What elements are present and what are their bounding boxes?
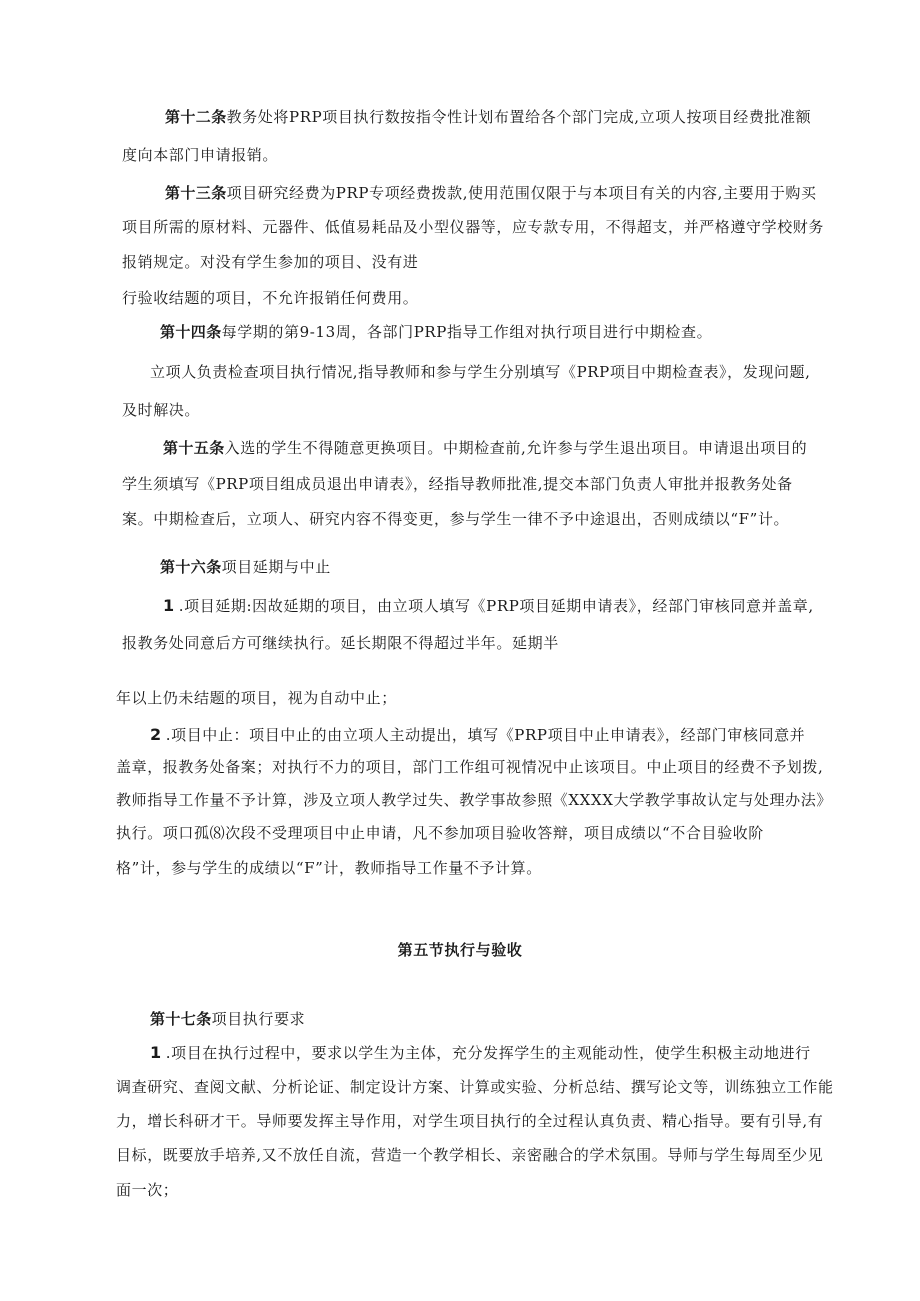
article-17-line-1: [150, 1009, 305, 1029]
section-5-title: 第五节执行与验收: [397, 941, 523, 959]
article-15-line-3: 案。中期检查后，立项人、研究内容不得变更，参与学生一律不予中途退出，否则成绩以“F”计。: [122, 510, 790, 528]
article-13-text-1: 项目研究经费为PRP专项经费拨款,使用范围仅限于与本项目有关的内容,主要用于购买: [226, 184, 817, 202]
article-16-item-2-line-1: [150, 725, 805, 745]
article-17-item-1-line-2: 调查研究、查阅文献、分析论证、制定设计方案、计算或实验、分析总结、撰写论文等，训练独立工作能: [116, 1078, 834, 1096]
article-12-label: 第十二条: [165, 108, 227, 126]
article-17-item-1-text-1: .项目在执行过程中，要求以学生为主体，充分发挥学生的主观能动性，使学生积极主动地进行: [165, 1044, 811, 1062]
article-14-line-1: [160, 322, 712, 342]
article-14-text-1: 每学期的第9-13周，各部门PRP指导工作组对执行项目进行中期检查。: [221, 323, 713, 341]
article-17-item-1-line-5: 面一次；: [116, 1181, 179, 1199]
article-16-item-1-line-1: [163, 596, 814, 616]
article-16-label: 第十六条: [160, 558, 222, 576]
article-14-label: 第十四条: [160, 323, 222, 341]
article-13-label: 第十三条: [165, 184, 227, 202]
article-16-item-1-number: 1: [163, 596, 175, 615]
article-16-item-2-line-5: 格”计，参与学生的成绩以“F”计，教师指导工作量不予计算。: [116, 859, 542, 877]
article-13-line-3: 报销规定。对没有学生参加的项目、没有进: [122, 253, 419, 271]
article-17-item-1-line-3: 力，增长科研才干。导师要发挥主导作用，对学生项目执行的全过程认真负责、精心指导。要有引导,有: [116, 1112, 824, 1130]
article-17-label: 第十七条: [150, 1010, 212, 1028]
article-17-item-1-number: 1: [150, 1043, 162, 1062]
article-14-line-2: 立项人负责检查项目执行情况,指导教师和参与学生分别填写《PRP项目中期检查表》，发现问题,: [150, 363, 811, 381]
article-16-item-1-text-1: .项目延期:因故延期的项目，由立项人填写《PRP项目延期申请表》，经部门审核同意并盖章,: [178, 597, 814, 615]
article-16-item-2-line-4: 执行。项口孤⑻次段不受理项目中止申请，凡不参加项目验收答辩，项目成绩以“不合目验收阶: [116, 824, 764, 842]
article-16-item-1-line-2: 报教务处同意后方可继续执行。延长期限不得超过半年。延期半: [122, 634, 559, 652]
article-15-line-1: [163, 438, 807, 458]
article-12-text-1: 教务处将PRP项目执行数按指令性计划布置给各个部门完成,立项人按项目经费批准额: [226, 108, 812, 126]
article-15-text-1: 入选的学生不得随意更换项目。中期检查前,允许参与学生退出项目。申请退出项目的: [224, 439, 808, 457]
article-17-item-1-line-1: [150, 1043, 811, 1063]
article-16-item-2-number: 2: [150, 725, 162, 744]
article-14-line-3: 及时解决。: [122, 401, 201, 419]
article-13-line-1: [165, 183, 817, 203]
article-17-item-1-line-4: 目标，既要放手培养,又不放任自流，营造一个教学相长、亲密融合的学术氛围。导师与学生每周至少见: [116, 1146, 824, 1164]
article-12-line-1: [165, 107, 811, 127]
article-13-line-4: 行验收结题的项目，不允许报销任何费用。: [122, 289, 419, 307]
article-15-line-2: 学生须填写《PRP项目组成员退出申请表》，经指导教师批准,提交本部门负责人审批并报教务处备: [122, 475, 793, 493]
article-16-item-2-line-2: 盖章，报教务处备案；对执行不力的项目，部门工作组可视情况中止该项目。中止项目的经费不予划拨,: [116, 758, 824, 776]
article-12-line-2: 度向本部门申请报销。: [122, 146, 279, 164]
article-13-line-2: 项目所需的原材料、元器件、低值易耗品及小型仪器等，应专款专用，不得超支，并严格遵守学校财务: [122, 218, 825, 236]
article-17-title: 项目执行要求: [211, 1010, 306, 1028]
article-16-item-1-line-3: 年以上仍未结题的项目，视为自动中止；: [116, 689, 397, 707]
article-16-item-2-line-3: 教师指导工作量不予计算，涉及立项人教学过失、教学事故参照《XXXX大学教学事故认定与处理办法》: [116, 791, 832, 809]
article-16-title: 项目延期与中止: [221, 558, 331, 576]
article-15-label: 第十五条: [163, 439, 225, 457]
article-16-line-1: [160, 557, 331, 577]
article-16-item-2-text-1: .项目中止：项目中止的由立项人主动提出，填写《PRP项目中止申请表》，经部门审核同意并: [165, 726, 806, 744]
